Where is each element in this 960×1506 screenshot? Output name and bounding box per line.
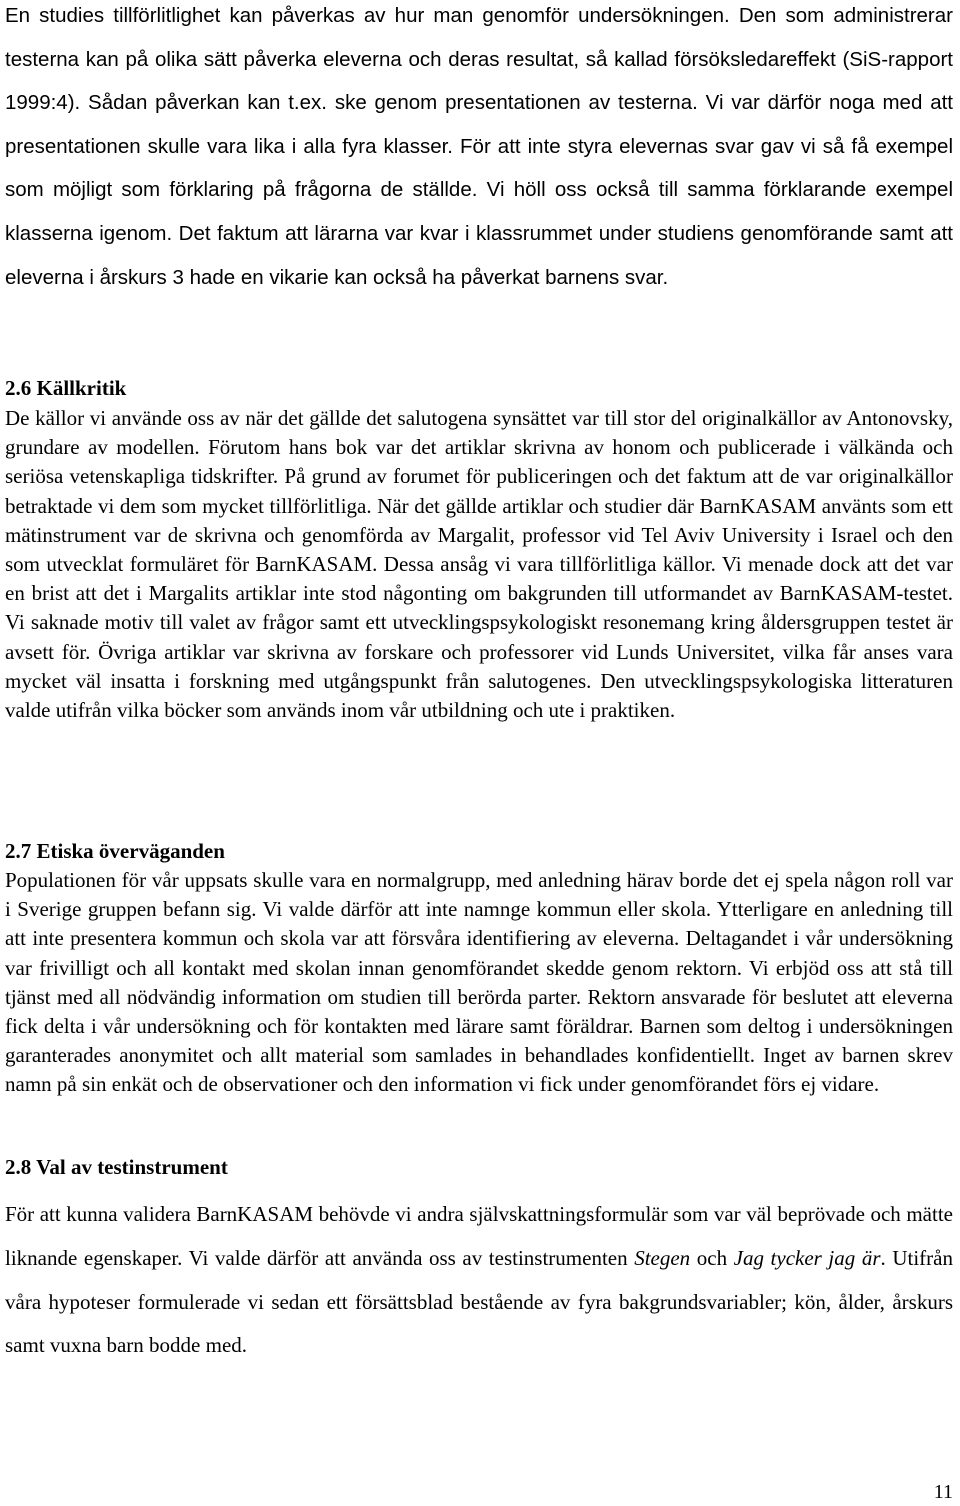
paragraph-reliability: En studies tillförlitlighet kan påverkas av hur man genomför undersökningen. Den som administrerar testerna kan på olika sätt påverka eleverna och deras resultat, så kallad försöksledareffekt (SiS-rapport 1999:4). Sådan påverkan kan t.ex. ske genom presentationen av testerna. Vi var därför noga med att presentationen skulle vara lika i alla fyra klasser. För att inte styra elevernas svar gav vi så få exempel som möjligt som förklaring på frågorna de ställde. Vi höll oss också till samma förklarande exempel klasserna igenom. Det faktum att lärarna var kvar i klassrummet under studiens genomförande samt att eleverna i årskurs 3 hade en vikarie kan också ha påverkat barnens svar. — [5, 4, 953, 289]
document-page — [5, 0, 953, 1506]
paragraph-text-after: . Utifrån våra hypoteser formulerade vi sedan ett försättsblad bestående av fyra bakgrundsvariabler; kön, ålder, årskurs samt vuxna barn bodde med. — [5, 1245, 953, 1358]
connector-word: och — [696, 1245, 728, 1270]
instrument-name-stegen: Stegen — [634, 1245, 691, 1270]
page-number: 11 — [933, 1481, 953, 1503]
paragraph-val-av-testinstrument — [5, 1193, 953, 1368]
instrument-name-jag-tycker-jag-ar: Jag tycker jag är — [733, 1245, 881, 1270]
heading-val-av-testinstrument: 2.8 Val av testinstrument — [5, 1155, 228, 1179]
heading-etiska-overvaganden: 2.7 Etiska överväganden — [5, 839, 225, 863]
paragraph-etiska-overvaganden: Populationen för vår uppsats skulle vara en normalgrupp, med anledning härav borde det ej spela någon roll var i Sverige gruppen befann sig. Vi valde därför att inte namnge kommun eller skola. Ytterligare en anledning till att inte presentera kommun och skola var att försvåra identifiering av eleverna. Deltagandet i vår undersökning var frivilligt och all kontakt med skolan innan genomförandet skedde genom rektorn. Vi erbjöd oss att stå till tjänst med all nödvändig information om studien till berörda parter. Rektorn ansvarade för beslutet att eleverna fick delta i vår undersökning och för kontakten med lärare samt föräldrar. Barnen som deltog i undersökningen garanterades anonymitet och allt material som samlades in behandlades konfidentiellt. Inget av barnen skrev namn på sin enkät och de observationer och den information vi fick under genomförandet förs ej vidare. — [5, 868, 953, 1097]
paragraph-text-before: För att kunna validera BarnKASAM behövde vi andra självskattningsformulär som var väl beprövade och mätte liknande egenskaper. Vi valde därför att använda oss av testinstrumenten — [5, 1202, 953, 1270]
paragraph-kallkritik: De källor vi använde oss av när det gällde det salutogena synsättet var till stor del originalkällor av Antonovsky, grundare av modellen. Förutom hans bok var det artiklar skrivna av honom och publicerade i välkända och seriösa vetenskapliga tidskrifter. På grund av forumet för publiceringen och det faktum att de var originalkällor betraktade vi dem som mycket tillförlitliga. När det gällde artiklar och studier där BarnKASAM använts som ett mätinstrument var de skrivna och genomförda av Margalit, professor vid Tel Aviv University i Israel och den som utvecklat formuläret för BarnKASAM. Dessa ansåg vi vara tillförlitliga källor. Vi menade dock att det var en brist att det i Margalits artiklar inte stod någonting om bakgrunden till utformandet av BarnKASAM-testet. Vi saknade motiv till valet av frågor samt ett utvecklingspsykologiskt resonemang kring åldersgruppen testet är avsett för. Övriga artiklar var skrivna av forskare och professorer vid Lunds Universitet, vilka får anses vara mycket väl insatta i forskning med utgångspunkt från salutogenes. Den utvecklingspsykologiska litteraturen valde utifrån vilka böcker som används inom vår utbildning och ute i praktiken. — [5, 406, 953, 723]
heading-kallkritik: 2.6 Källkritik — [5, 376, 127, 400]
